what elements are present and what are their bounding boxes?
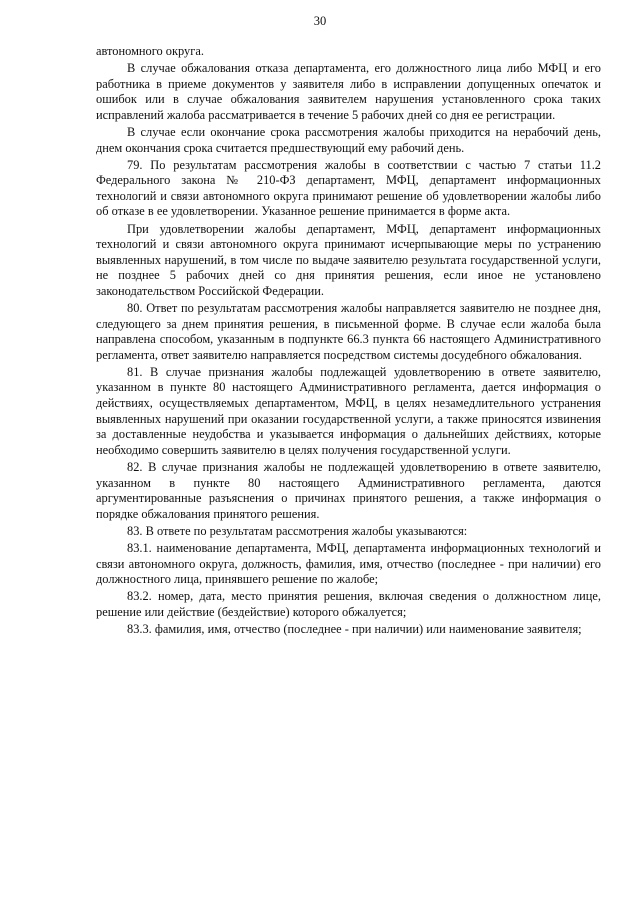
paragraph: автономного округа.	[96, 44, 204, 58]
paragraph: 80. Ответ по результатам рассмотрения жалобы направляется заявителю не позднее дня, следующего за днем принятия решения, в письменной форме. В случае если жалоба была направлена способом, указанным в подпункте 66.3 пункта 66 настоящего Административного регламента, ответ заявителю направляется посредством системы досудебного обжалования.	[96, 301, 601, 362]
paragraph: 83.2. номер, дата, место принятия решения, включая сведения о должностном лице, решение или действие (бездействие) которого обжалуется;	[96, 589, 601, 619]
paragraph: 79. По результатам рассмотрения жалобы в соответствии с частью 7 статьи 11.2 Федерального закона № 210-ФЗ департамент, МФЦ, департамент информационных технологий и связи автономного округа принимают решение об удовлетворении жалобы либо об отказе в ее удовлетворении. Указанное решение принимается в форме акта.	[96, 157, 601, 219]
paragraph: 83.3. фамилия, имя, отчество (последнее - при наличии) или наименование заявителя;	[127, 621, 582, 636]
page-number: 30	[313, 14, 327, 28]
paragraph: 83. В ответе по результатам рассмотрения жалобы указываются:	[127, 523, 468, 538]
paragraph: В случае если окончание срока рассмотрения жалобы приходится на нерабочий день, днем окончания срока считается предшествующий ему рабочий день.	[96, 124, 601, 155]
paragraph: В случае обжалования отказа департамента, его должностного лица либо МФЦ и его работника в приеме документов у заявителя либо в исправлении допущенных опечаток и ошибок или в случае обжалования заявителем нарушения установленного срока таких исправлений жалоба рассматривается в течение 5 рабочих дней со дня ее регистрации.	[96, 61, 601, 122]
paragraph: 81. В случае признания жалобы подлежащей удовлетворению в ответе заявителю, указанном в пункте 80 настоящего Административного регламента, дается информация о действиях, осуществляемых департаментом, МФЦ, в целях незамедлительного устранения выявленных нарушений при оказании государственной услуги, а также приносятся извинения за доставленные неудобства и указывается информация о дальнейших действиях, которые необходимо совершить заявителю в целях получения государственной услуги.	[96, 364, 601, 457]
paragraph: 82. В случае признания жалобы не подлежащей удовлетворению в ответе заявителю, указанном в пункте 80 настоящего Административного регламента, даются аргументированные разъяснения о причинах принятого решения, а также информация о порядке обжалования принятого решения.	[96, 459, 601, 521]
paragraph: При удовлетворении жалобы департамент, МФЦ, департамент информационных технологий и связи автономного округа принимают исчерпывающие меры по устранению выявленных нарушений, в том числе по выдаче заявителю результата государственной услуги, не позднее 5 рабочих дней со дня принятия решения, если иное не установлено законодательством Российской Федерации.	[96, 221, 601, 298]
paragraph: 83.1. наименование департамента, МФЦ, департамента информационных технологий и связи автономного округа, должность, фамилия, имя, отчество (последнее - при наличии) его должностного лица, принявшего решение по жалобе;	[96, 540, 601, 587]
document-body	[96, 44, 601, 639]
